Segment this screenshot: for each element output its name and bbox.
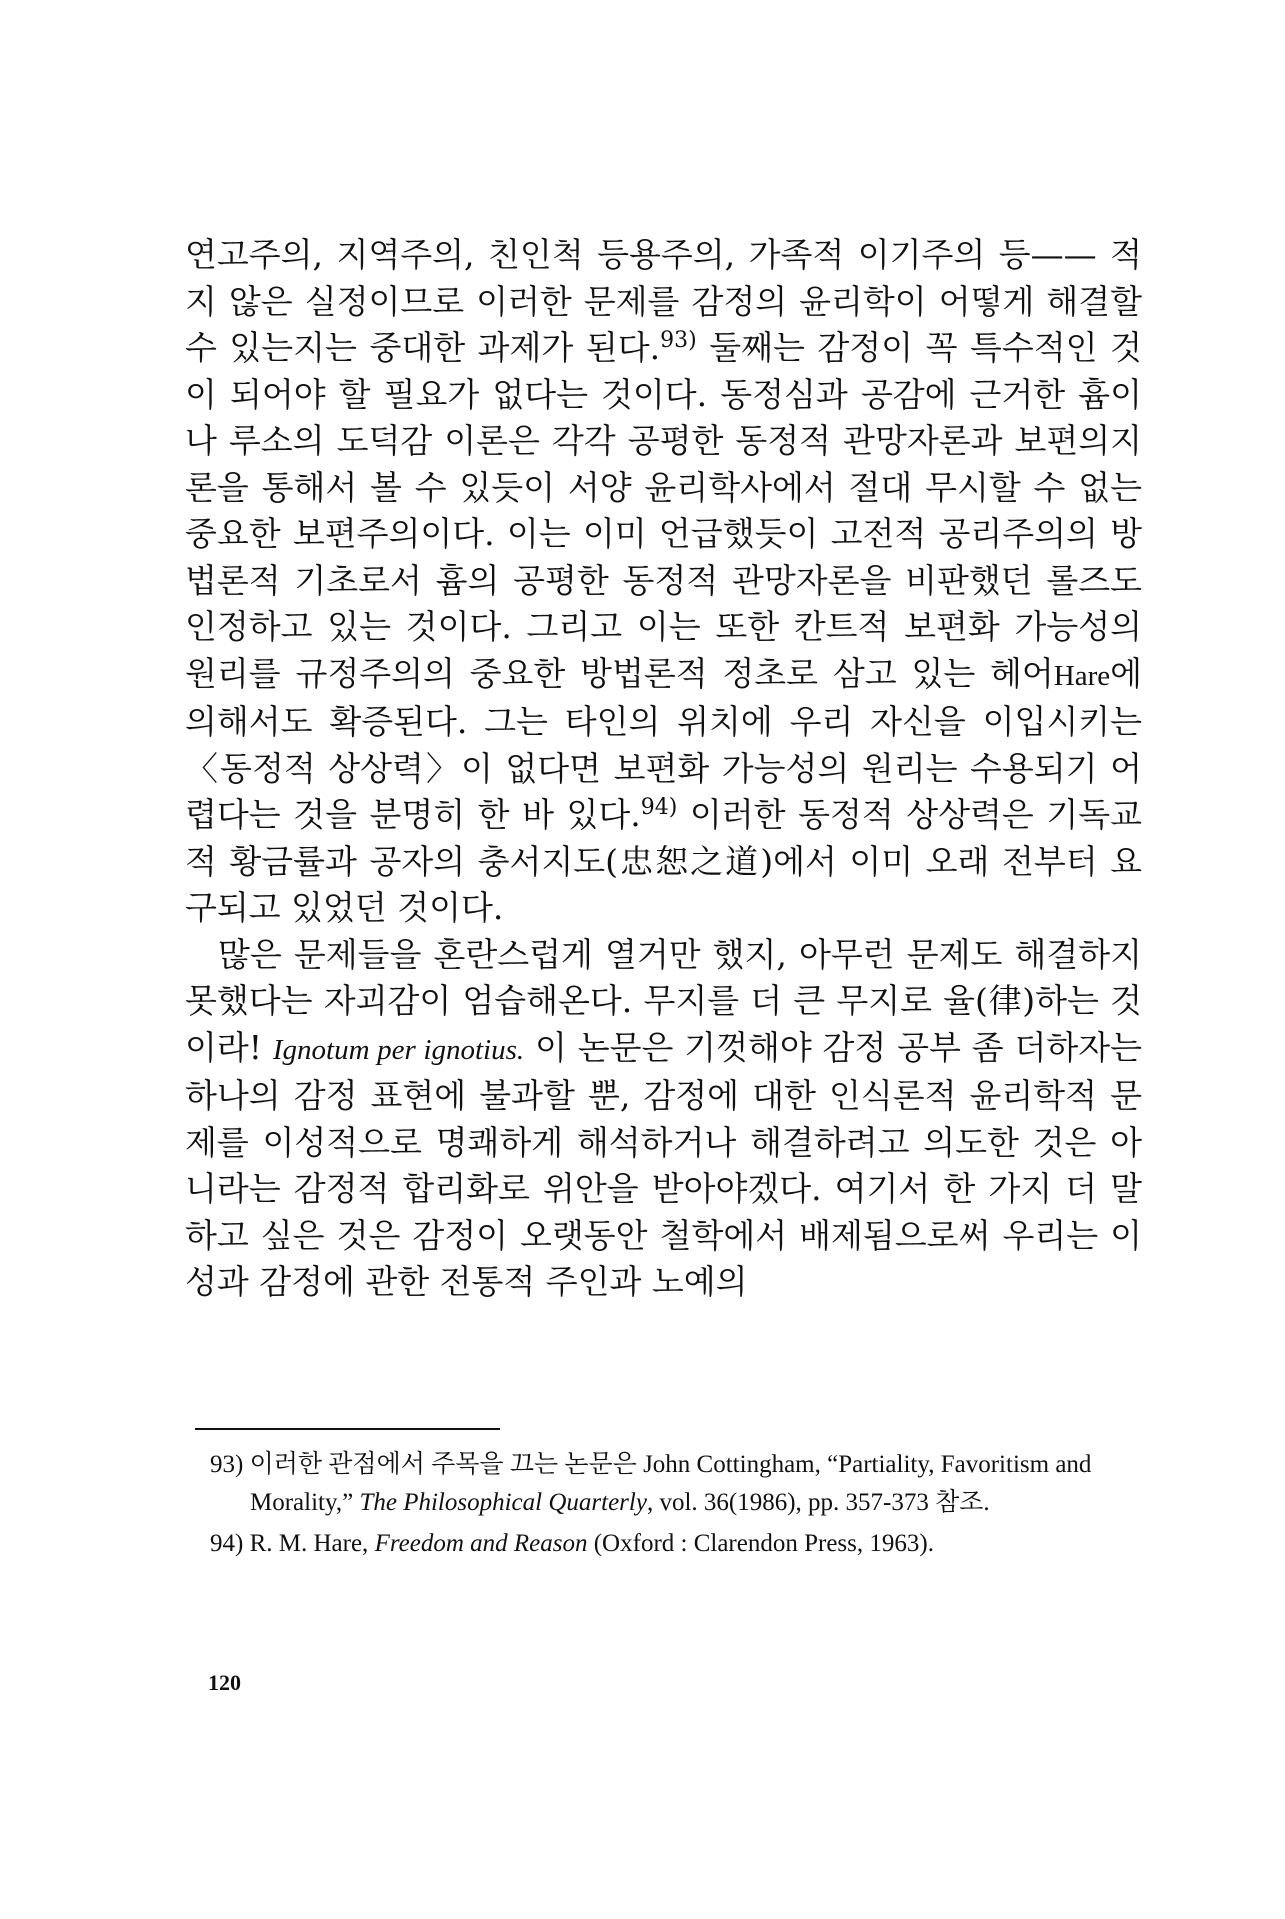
footnote-text: R. M. Hare, xyxy=(249,1530,375,1557)
footnote-text: 이러한 관점에서 주목을 끄는 논문은 John Cottingham, “Partiality, Favoritism and Morality,” xyxy=(249,1451,1092,1516)
footnote-ref-94: 94) xyxy=(640,795,678,820)
footnote-divider xyxy=(195,1428,500,1430)
footnote-number: 94) xyxy=(210,1530,244,1557)
paragraph-1-part-a: 연고주의, 지역주의, 친인척 등용주의, 가족적 이기주의 등—— 적지 않은 실정이므로 이러한 문제를 감정의 윤리학이 어떻게 해결할 수 있는지는 중대한 과제가 된다. xyxy=(185,235,1142,367)
paragraph-2-part-a: 많은 문제들을 혼란스럽게 열거만 했지, 아무런 문제도 해결하지 못했다는 자괴감이 엄습해온다. 무지를 더 큰 무지로 율(律)하는 것이라! xyxy=(185,934,1142,1067)
page-number: 120 xyxy=(208,1670,241,1695)
paragraph-1-part-c: 에 의해서도 확증된다. 그는 타인의 위치에 우리 자신을 이입시키는 〈동정적 상상력〉이 없다면 보편화 가능성의 원리는 수용되기 어렵다는 것을 분명히 한 바 있다. xyxy=(185,653,1143,834)
hare-latin-name: Hare xyxy=(1053,659,1111,692)
book-title: Freedom and Reason xyxy=(374,1530,588,1557)
paragraph-1-part-d: 이러한 동정적 상상력은 기독교적 황금률과 공자의 충서지도(忠恕之道)에서 이미 오래 전부터 요구되고 있었던 것이다. xyxy=(185,795,1142,927)
main-text xyxy=(185,232,1142,1306)
paragraph-2 xyxy=(185,932,1142,1306)
paragraph-1 xyxy=(185,232,1142,932)
footnotes xyxy=(210,1446,1145,1566)
journal-title: The Philosophical Quarterly xyxy=(359,1489,647,1516)
footnote-94 xyxy=(210,1525,1145,1563)
footnote-text-end: (Oxford : Clarendon Press, 1963). xyxy=(587,1530,934,1557)
paragraph-2-part-b: 이 논문은 기껏해야 감정 공부 좀 더하자는 하나의 감정 표현에 불과할 뿐, 감정에 대한 인식론적 윤리학적 문제를 이성적으로 명쾌하게 해석하거나 해결하려고 의도한 것은 아니라는 감정적 합리화로 위안을 받아야겠다. 여기서 한 가지 더 말하고 싶은 것은 감정이 오랫동안 철학에서 배제됨으로써 우리는 이성과 감정에 관한 전통적 주인과 노예의 xyxy=(185,1027,1142,1301)
latin-phrase: Ignotum per ignotius. xyxy=(272,1033,525,1066)
footnote-93 xyxy=(210,1446,1145,1522)
paragraph-1-part-b: 둘째는 감정이 꼭 특수적인 것이 되어야 할 필요가 없다는 것이다. 동정심과 공감에 근거한 흄이나 루소의 도덕감 이론은 각각 공평한 동정적 관망자론과 보편의지론을 통해서 볼 수 있듯이 서양 윤리학사에서 절대 무시할 수 없는 중요한 보편주의이다. 이는 이미 언급했듯이 고전적 공리주의의 방법론적 기초로서 흄의 공평한 동정적 관망자론을 비판했던 롤즈도 인정하고 있는 것이다. 그리고 이는 또한 칸트적 보편화 가능성의 원리를 규정주의의 중요한 방법론적 정초로 삼고 있는 헤어 xyxy=(185,328,1142,693)
footnote-ref-93: 93) xyxy=(660,328,697,353)
footnote-text-end: , vol. 36(1986), pp. 357-373 참조. xyxy=(646,1489,990,1516)
footnote-number: 93) xyxy=(210,1451,244,1478)
